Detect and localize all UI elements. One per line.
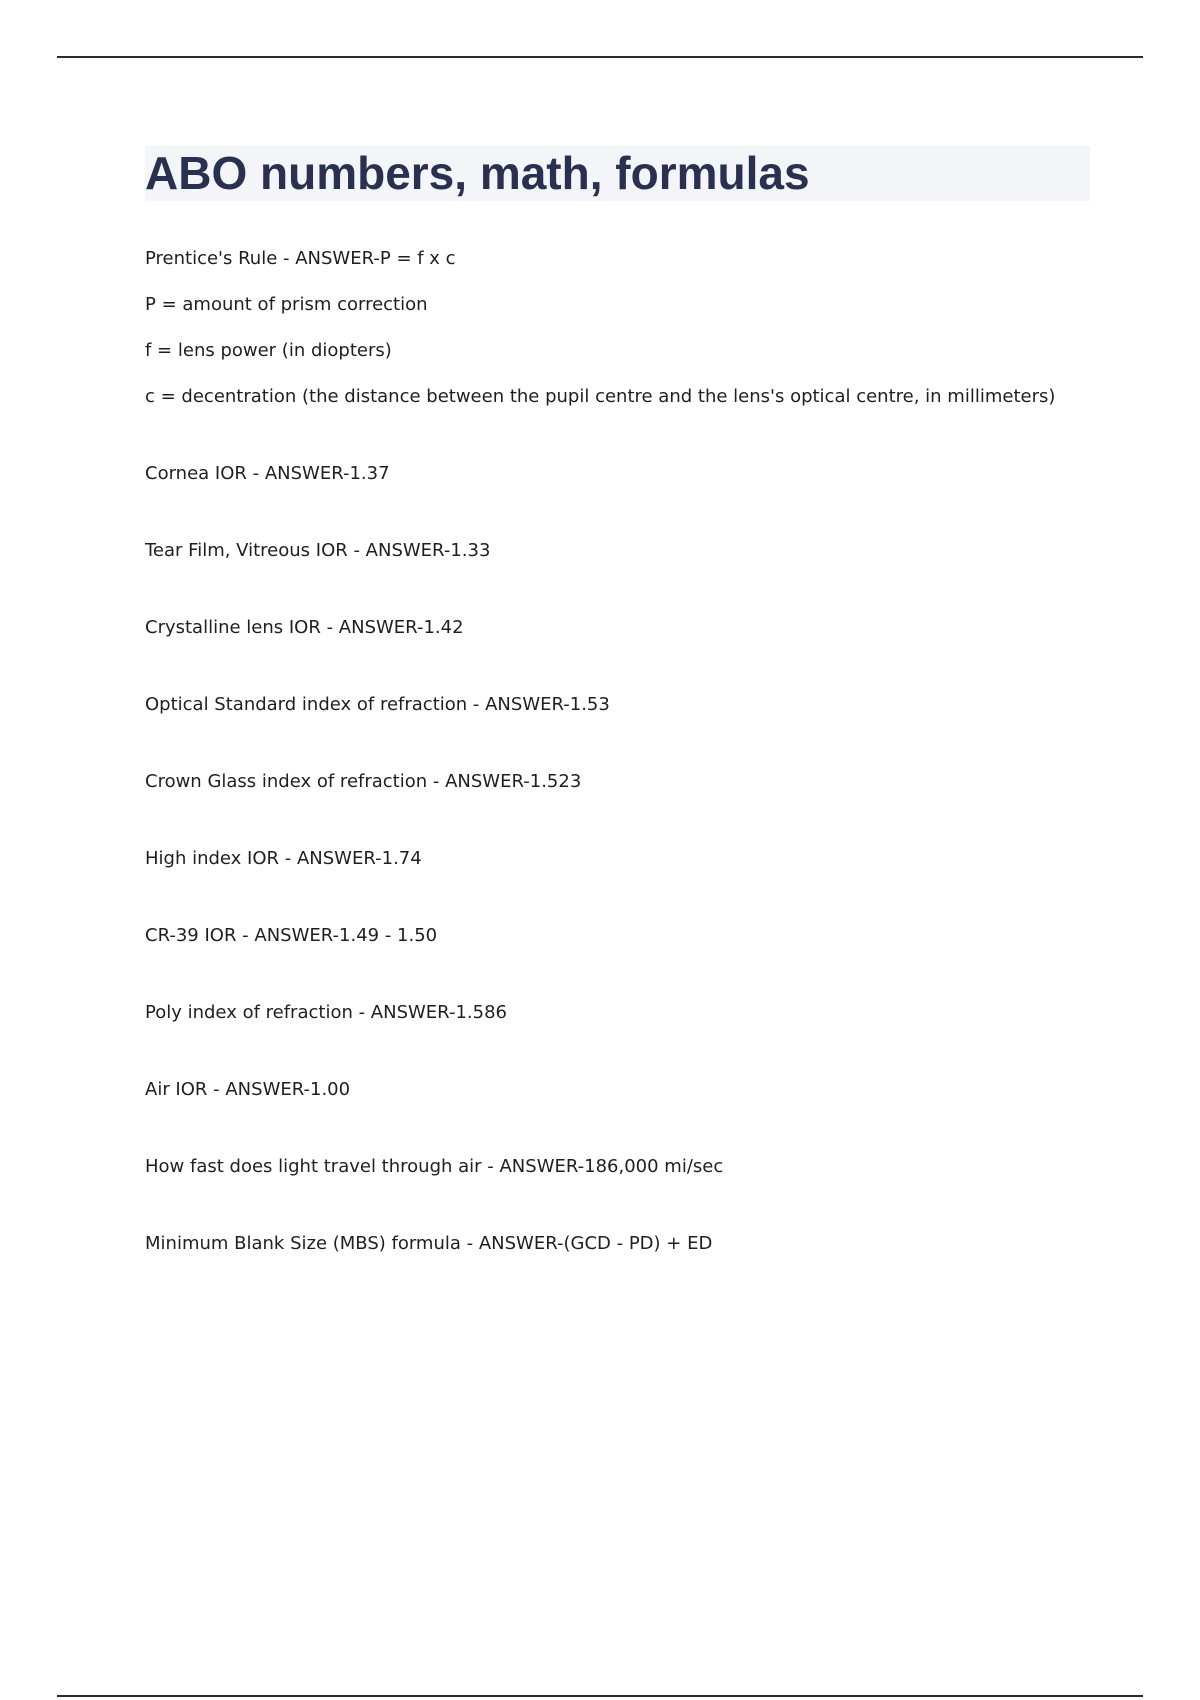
qa-entry bbox=[145, 463, 1090, 485]
qa-line: Optical Standard index of refraction - ANSWER-1.53 bbox=[145, 694, 610, 715]
qa-entry bbox=[145, 694, 1090, 716]
qa-entry bbox=[145, 925, 1090, 947]
qa-line: Cornea IOR - ANSWER-1.37 bbox=[145, 463, 390, 484]
qa-line: Poly index of refraction - ANSWER-1.586 bbox=[145, 1002, 507, 1023]
qa-entry bbox=[145, 617, 1090, 639]
qa-entry-prentices-rule bbox=[145, 248, 1090, 408]
qa-list bbox=[145, 248, 1090, 1255]
qa-line: Crown Glass index of refraction - ANSWER-1.523 bbox=[145, 771, 582, 792]
qa-line: c = decentration (the distance between the pupil centre and the lens's optical centre, in millimeters) bbox=[145, 386, 1056, 407]
qa-line: Minimum Blank Size (MBS) formula - ANSWER-(GCD - PD) + ED bbox=[145, 1233, 713, 1254]
qa-entry bbox=[145, 1156, 1090, 1178]
qa-entry bbox=[145, 1079, 1090, 1101]
qa-line: Crystalline lens IOR - ANSWER-1.42 bbox=[145, 617, 464, 638]
document-body bbox=[145, 146, 1090, 1310]
qa-line: How fast does light travel through air - ANSWER-186,000 mi/sec bbox=[145, 1156, 724, 1177]
qa-line: Tear Film, Vitreous IOR - ANSWER-1.33 bbox=[145, 540, 491, 561]
qa-line: CR-39 IOR - ANSWER-1.49 - 1.50 bbox=[145, 925, 438, 946]
qa-line: Prentice's Rule - ANSWER-P = f x c bbox=[145, 248, 456, 269]
document-title: ABO numbers, math, formulas bbox=[145, 147, 810, 199]
qa-line: Air IOR - ANSWER-1.00 bbox=[145, 1079, 351, 1100]
qa-line: f = lens power (in diopters) bbox=[145, 340, 392, 361]
qa-entry bbox=[145, 1233, 1090, 1255]
qa-entry bbox=[145, 540, 1090, 562]
qa-line: High index IOR - ANSWER-1.74 bbox=[145, 848, 422, 869]
qa-entry bbox=[145, 848, 1090, 870]
qa-line: P = amount of prism correction bbox=[145, 294, 428, 315]
title-band bbox=[145, 146, 1090, 201]
top-divider bbox=[57, 56, 1143, 58]
bottom-divider bbox=[57, 1695, 1143, 1697]
qa-entry bbox=[145, 1002, 1090, 1024]
qa-entry bbox=[145, 771, 1090, 793]
